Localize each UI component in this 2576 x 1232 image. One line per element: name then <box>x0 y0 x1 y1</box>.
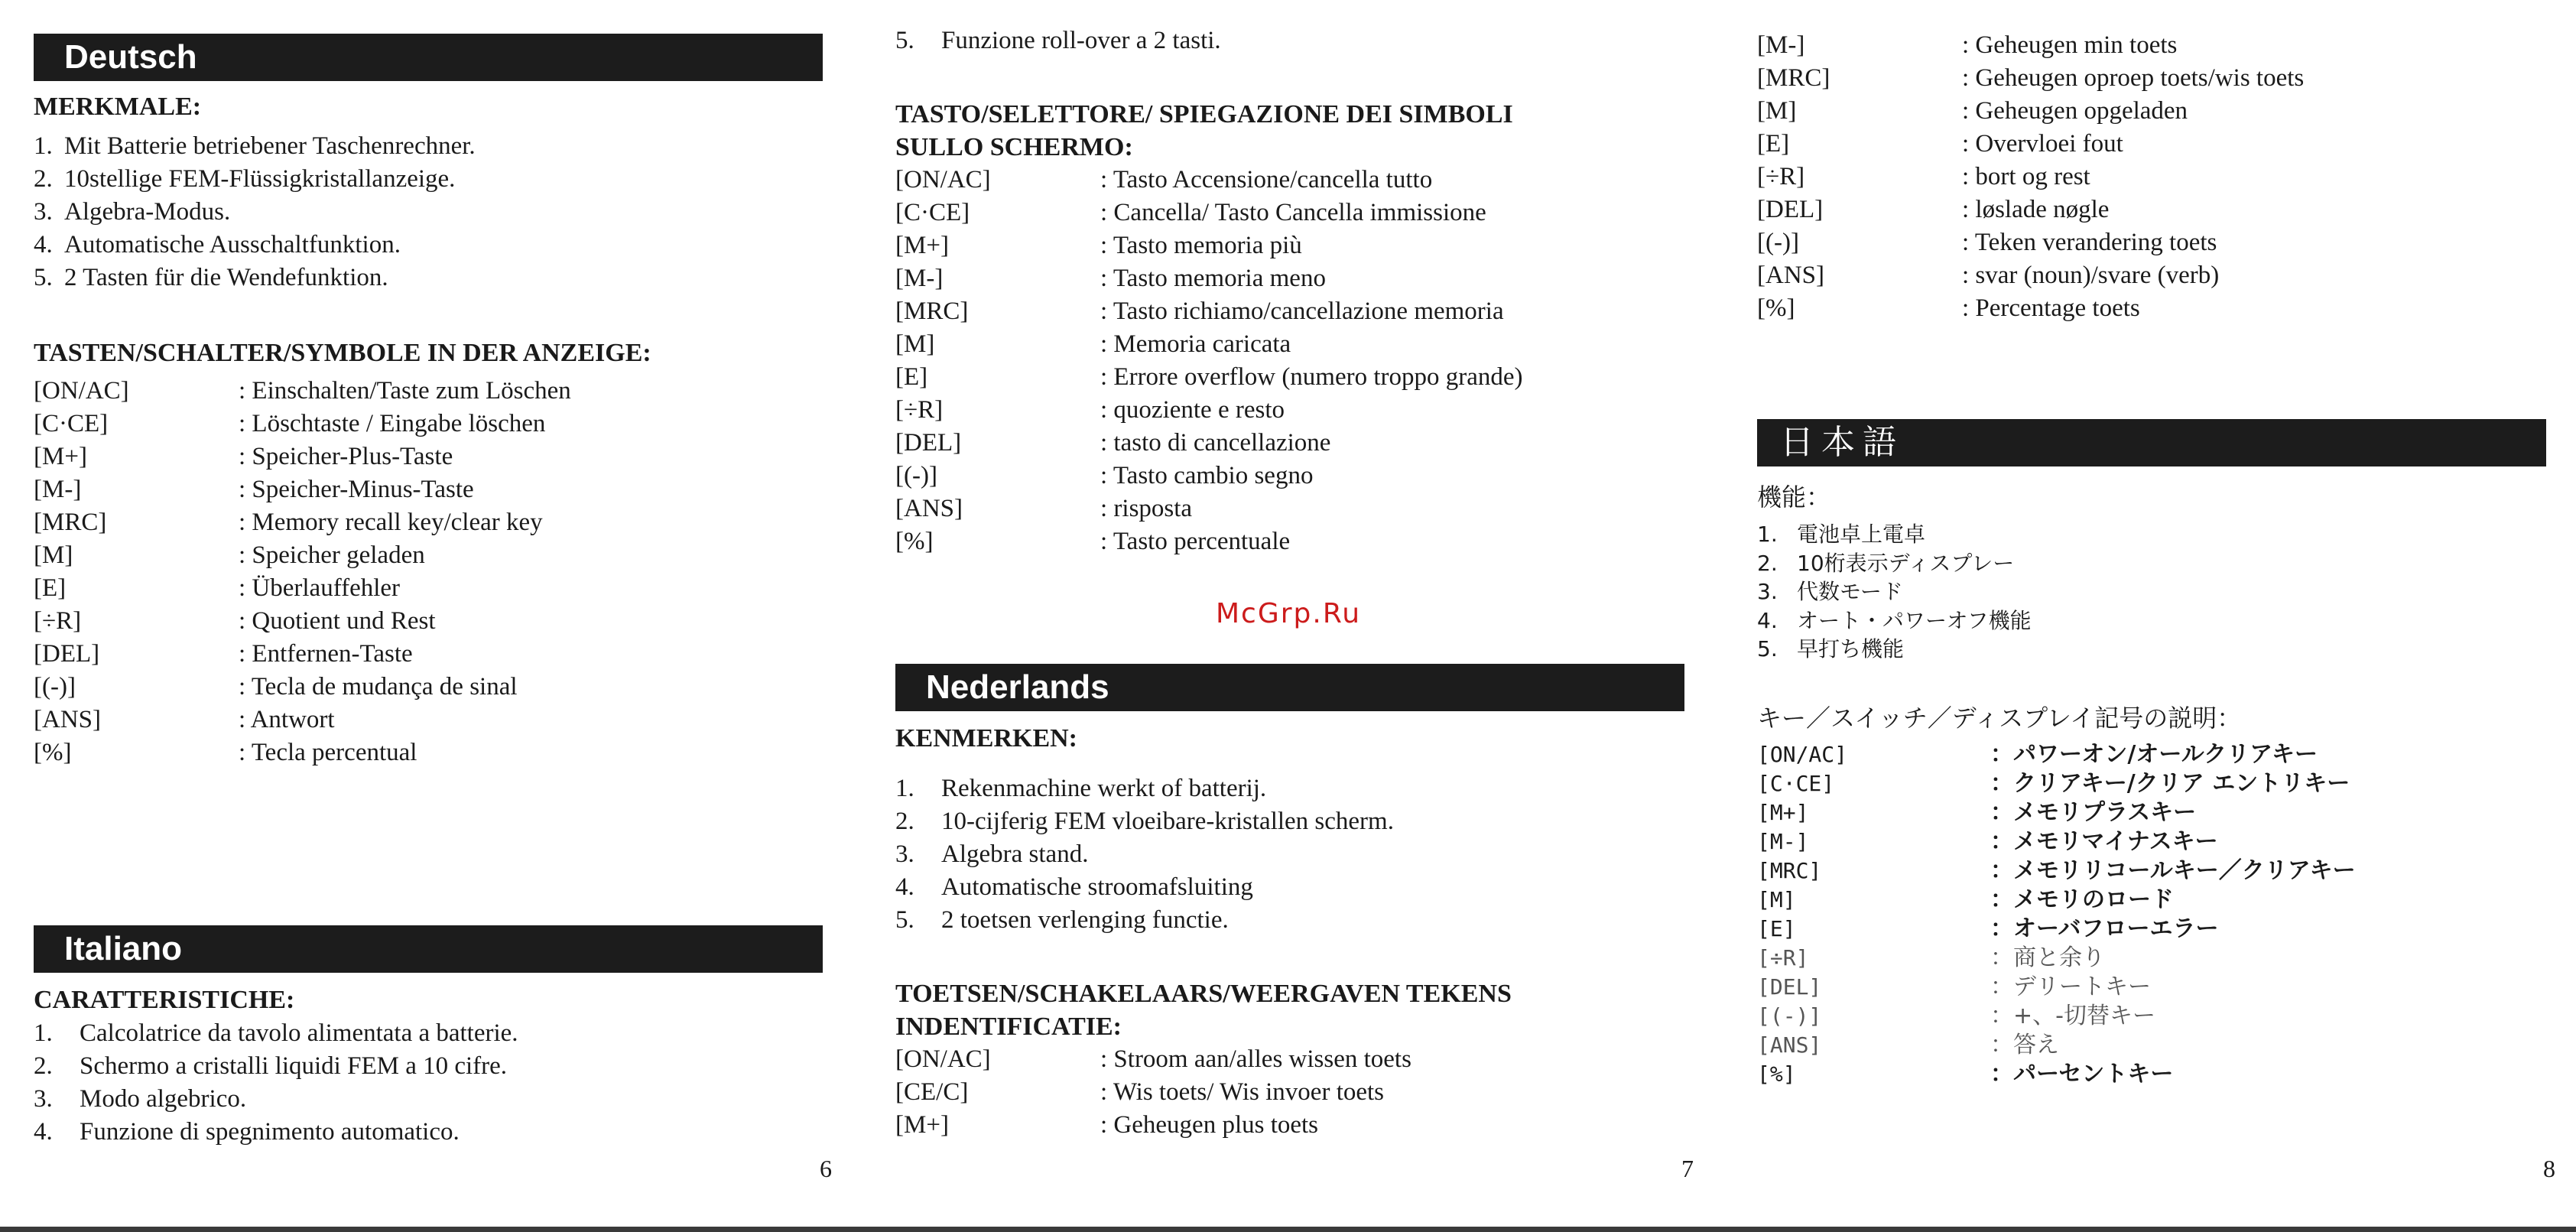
nederlands-keys-heading-line1: TOETSEN/SCHAKELAARS/WEERGAVEN TEKENS <box>895 980 1512 1008</box>
list-item: 1. 電池卓上電卓 <box>1757 522 1926 547</box>
japanese-keys-table <box>1757 740 2356 1089</box>
list-item: 5. 2 Tasten für die Wendefunktion. <box>34 264 388 291</box>
list-item: 5. 早打ち機能 <box>1757 636 1905 662</box>
table-row: [%] : Tecla percentual <box>34 739 417 766</box>
table-row: [ON/AC] : Tasto Accensione/cancella tutto <box>895 166 1433 193</box>
list-item: 4. Automatische Ausschaltfunktion. <box>34 231 401 258</box>
table-row: [ANS] : Antwort <box>34 706 335 733</box>
list-item: 5. Funzione roll-over a 2 tasti. <box>895 27 1221 54</box>
table-row: [ANS] ：答え <box>1757 1032 2059 1058</box>
table-row: [M] ：メモリのロード <box>1757 886 2174 913</box>
list-item: 4. オート・パワーオフ機能 <box>1757 607 2032 633</box>
table-row: [÷R] ：商と余り <box>1757 944 2105 971</box>
table-row: [ON/AC] : Stroom aan/alles wissen toets <box>895 1045 1411 1073</box>
nederlands-keys-table-continued <box>1757 29 2304 325</box>
table-row: [ANS] : risposta <box>895 495 1193 522</box>
table-row: [M-] ：メモリマイナスキー <box>1757 828 2218 855</box>
list-item: 2. Schermo a cristalli liquidi FEM a 10 cifre. <box>34 1052 508 1080</box>
page-number: 8 <box>2543 1155 2555 1182</box>
table-row: [%] ：パーセントキー <box>1757 1061 2174 1087</box>
table-row: [E] : Errore overflow (numero troppo grande) <box>895 363 1523 391</box>
table-row: [E] : Overvloei fout <box>1757 130 2123 158</box>
table-row: [MRC] : Tasto richiamo/cancellazione memoria <box>895 297 1504 325</box>
italiano-keys-table <box>895 164 1523 558</box>
table-row: [(-)] : Tecla de mudança de sinal <box>34 673 518 701</box>
list-item: 3. 代数モード <box>1757 579 1903 604</box>
table-row: [M-] : Speicher-Minus-Taste <box>34 476 474 503</box>
table-row: [CE/C] : Wis toets/ Wis invoer toets <box>895 1078 1385 1106</box>
nederlands-section-title: Nederlands <box>895 664 1684 711</box>
table-row: [M+] : Speicher-Plus-Taste <box>34 443 453 470</box>
italiano-keys-heading-line2: SULLO SCHERMO: <box>895 133 1133 161</box>
table-row: [M] : Speicher geladen <box>34 541 425 569</box>
table-row: [ON/AC] : Einschalten/Taste zum Löschen <box>34 377 571 405</box>
page-number: 7 <box>1681 1155 1694 1182</box>
list-item: 2. 10-cijferig FEM vloeibare-kristallen scherm. <box>895 808 1394 835</box>
list-item: 1. Mit Batterie betriebener Taschenrechner. <box>34 132 476 160</box>
table-row: [M+] : Geheugen plus toets <box>895 1111 1319 1139</box>
table-row: [M+] ：メモリプラスキー <box>1757 799 2197 826</box>
table-row: [DEL] : tasto di cancellazione <box>895 429 1331 457</box>
nederlands-features-heading: KENMERKEN: <box>895 724 1077 753</box>
table-row: [%] : Tasto percentuale <box>895 528 1291 555</box>
nederlands-features-list <box>895 772 1394 937</box>
table-row: [(-)] ：+、-切替キー <box>1757 1003 2155 1029</box>
list-item: 2. 10stellige FEM-Flüssigkristallanzeige. <box>34 165 456 193</box>
list-item: 1. Calcolatrice da tavolo alimentata a batterie. <box>34 1019 518 1047</box>
table-row: [ANS] : svar (noun)/svare (verb) <box>1757 262 2220 289</box>
table-row: [M] : Memoria caricata <box>895 330 1291 358</box>
table-row: [DEL] : løslade nøgle <box>1757 196 2110 223</box>
deutsch-features-list <box>34 130 476 294</box>
italiano-features-continued <box>895 24 1221 57</box>
table-row: [MRC] : Geheugen oproep toets/wis toets <box>1757 64 2305 92</box>
japanese-features-list <box>1757 520 2032 664</box>
deutsch-keys-table <box>34 375 571 769</box>
list-item: 4. Funzione di spegnimento automatico. <box>34 1118 460 1146</box>
table-row: [DEL] ：デリートキー <box>1757 974 2151 1000</box>
table-row: [C·CE] : Cancella/ Tasto Cancella immissione <box>895 199 1486 226</box>
japanese-section-title: 日本語 <box>1757 419 2546 466</box>
table-row: [(-)] : Teken verandering toets <box>1757 229 2217 256</box>
table-row: [÷R] : Quotient und Rest <box>34 607 436 635</box>
italiano-features-heading: CARATTERISTICHE: <box>34 986 295 1014</box>
watermark: McGrp.Ru <box>1216 598 1362 629</box>
deutsch-features-heading: MERKMALE: <box>34 93 202 121</box>
table-row: [M-] : Tasto memoria meno <box>895 265 1326 292</box>
italiano-keys-heading-line1: TASTO/SELETTORE/ SPIEGAZIONE DEI SIMBOLI <box>895 100 1513 128</box>
deutsch-keys-heading: TASTEN/SCHALTER/SYMBOLE IN DER ANZEIGE: <box>34 339 651 367</box>
table-row: [M] : Geheugen opgeladen <box>1757 97 2188 125</box>
bottom-rule <box>0 1227 2576 1232</box>
table-row: [C·CE] : Löschtaste / Eingabe löschen <box>34 410 546 437</box>
table-row: [MRC] ：メモリリコールキー／クリアキー <box>1757 857 2356 884</box>
italiano-section-title: Italiano <box>34 925 823 973</box>
page-number: 6 <box>820 1155 832 1182</box>
list-item: 4. Automatische stroomafsluiting <box>895 873 1253 901</box>
list-item: 3. Modo algebrico. <box>34 1085 247 1113</box>
table-row: [MRC] : Memory recall key/clear key <box>34 509 543 536</box>
italiano-features-list <box>34 1017 518 1149</box>
japanese-features-heading: 機能： <box>1757 483 1831 512</box>
table-row: [÷R] : quoziente e resto <box>895 396 1285 424</box>
list-item: 3. Algebra stand. <box>895 840 1089 868</box>
nederlands-keys-table <box>895 1043 1411 1142</box>
table-row: [DEL] : Entfernen-Taste <box>34 640 413 668</box>
deutsch-section-title: Deutsch <box>34 34 823 81</box>
table-row: [ON/AC] ：パワーオン/オールクリアキー <box>1757 741 2318 768</box>
japanese-keys-heading: キー／スイッチ／ディスプレイ記号の説明： <box>1757 704 2242 733</box>
table-row: [÷R] : bort og rest <box>1757 163 2090 190</box>
list-item: 2. 10桁表示ディスプレー <box>1757 550 2015 576</box>
list-item: 3. Algebra-Modus. <box>34 198 231 226</box>
table-row: [M-] : Geheugen min toets <box>1757 31 2178 59</box>
table-row: [E] ：オーバフローエラー <box>1757 915 2219 942</box>
table-row: [M+] : Tasto memoria più <box>895 232 1302 259</box>
table-row: [%] : Percentage toets <box>1757 294 2140 322</box>
list-item: 5. 2 toetsen verlenging functie. <box>895 906 1229 934</box>
table-row: [(-)] : Tasto cambio segno <box>895 462 1314 489</box>
table-row: [C·CE] ：クリアキー/クリア エントリキー <box>1757 770 2350 797</box>
list-item: 1. Rekenmachine werkt of batterij. <box>895 775 1267 802</box>
table-row: [E] : Überlauffehler <box>34 574 401 602</box>
nederlands-keys-heading-line2: INDENTIFICATIE: <box>895 1013 1122 1041</box>
